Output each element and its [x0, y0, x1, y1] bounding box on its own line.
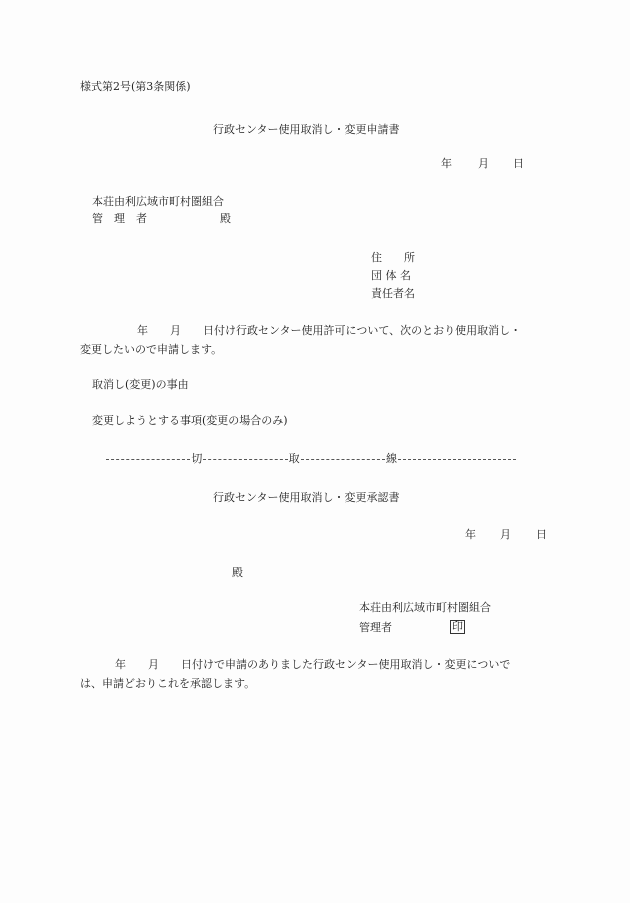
date-month-label: 月 — [500, 528, 511, 541]
seal-mark — [450, 620, 465, 634]
applicant-representative-label: 責任者名 — [371, 287, 415, 300]
cut-line-char: 線 — [385, 452, 397, 465]
cut-line-char: 切 — [191, 452, 203, 465]
approval-addressee-honorific: 殿 — [232, 566, 243, 579]
approval-title: 行政センター使用取消し・変更承認書 — [213, 491, 400, 504]
approval-body-line1: 年 月 日付けで申請のありました行政センター使用取消し・変更についで — [115, 658, 511, 671]
dashed-line-segment — [106, 459, 190, 460]
date-month-label: 月 — [478, 157, 489, 170]
addressee-title: 管 理 者 — [92, 212, 147, 225]
approval-body-line2: は、申請どおりこれを承認します。 — [80, 677, 256, 690]
issuer-org: 本荘由利広域市町村圏組合 — [359, 601, 491, 614]
applicant-group-label: 団 体 名 — [371, 269, 411, 282]
applicant-address-label: 住 所 — [371, 251, 415, 264]
dashed-line-segment — [203, 459, 287, 460]
date-day-label: 日 — [513, 157, 524, 170]
form-number: 様式第2号(第3条関係) — [80, 80, 191, 93]
date-day-label: 日 — [536, 528, 547, 541]
dashed-line-segment — [301, 459, 385, 460]
cut-line-char: 取 — [288, 452, 300, 465]
reason-label: 取消し(変更)の事由 — [92, 378, 189, 391]
issuer-title: 管理者 — [359, 621, 392, 634]
addressee-org: 本荘由利広域市町村圏組合 — [92, 195, 224, 208]
date-year-label: 年 — [465, 528, 476, 541]
addressee-honorific: 殿 — [220, 212, 231, 225]
application-body-line2: 変更したいので申請します。 — [80, 343, 223, 356]
dashed-line-segment — [398, 459, 516, 460]
cut-line — [106, 452, 516, 466]
application-body-line1: 年 月 日付け行政センター使用許可について、次のとおり使用取消し・ — [137, 324, 522, 337]
seal-icon: 印 — [452, 620, 463, 633]
application-title: 行政センター使用取消し・変更申請書 — [213, 123, 400, 136]
change-items-label: 変更しようとする事項(変更の場合のみ) — [92, 414, 288, 427]
date-year-label: 年 — [441, 157, 452, 170]
